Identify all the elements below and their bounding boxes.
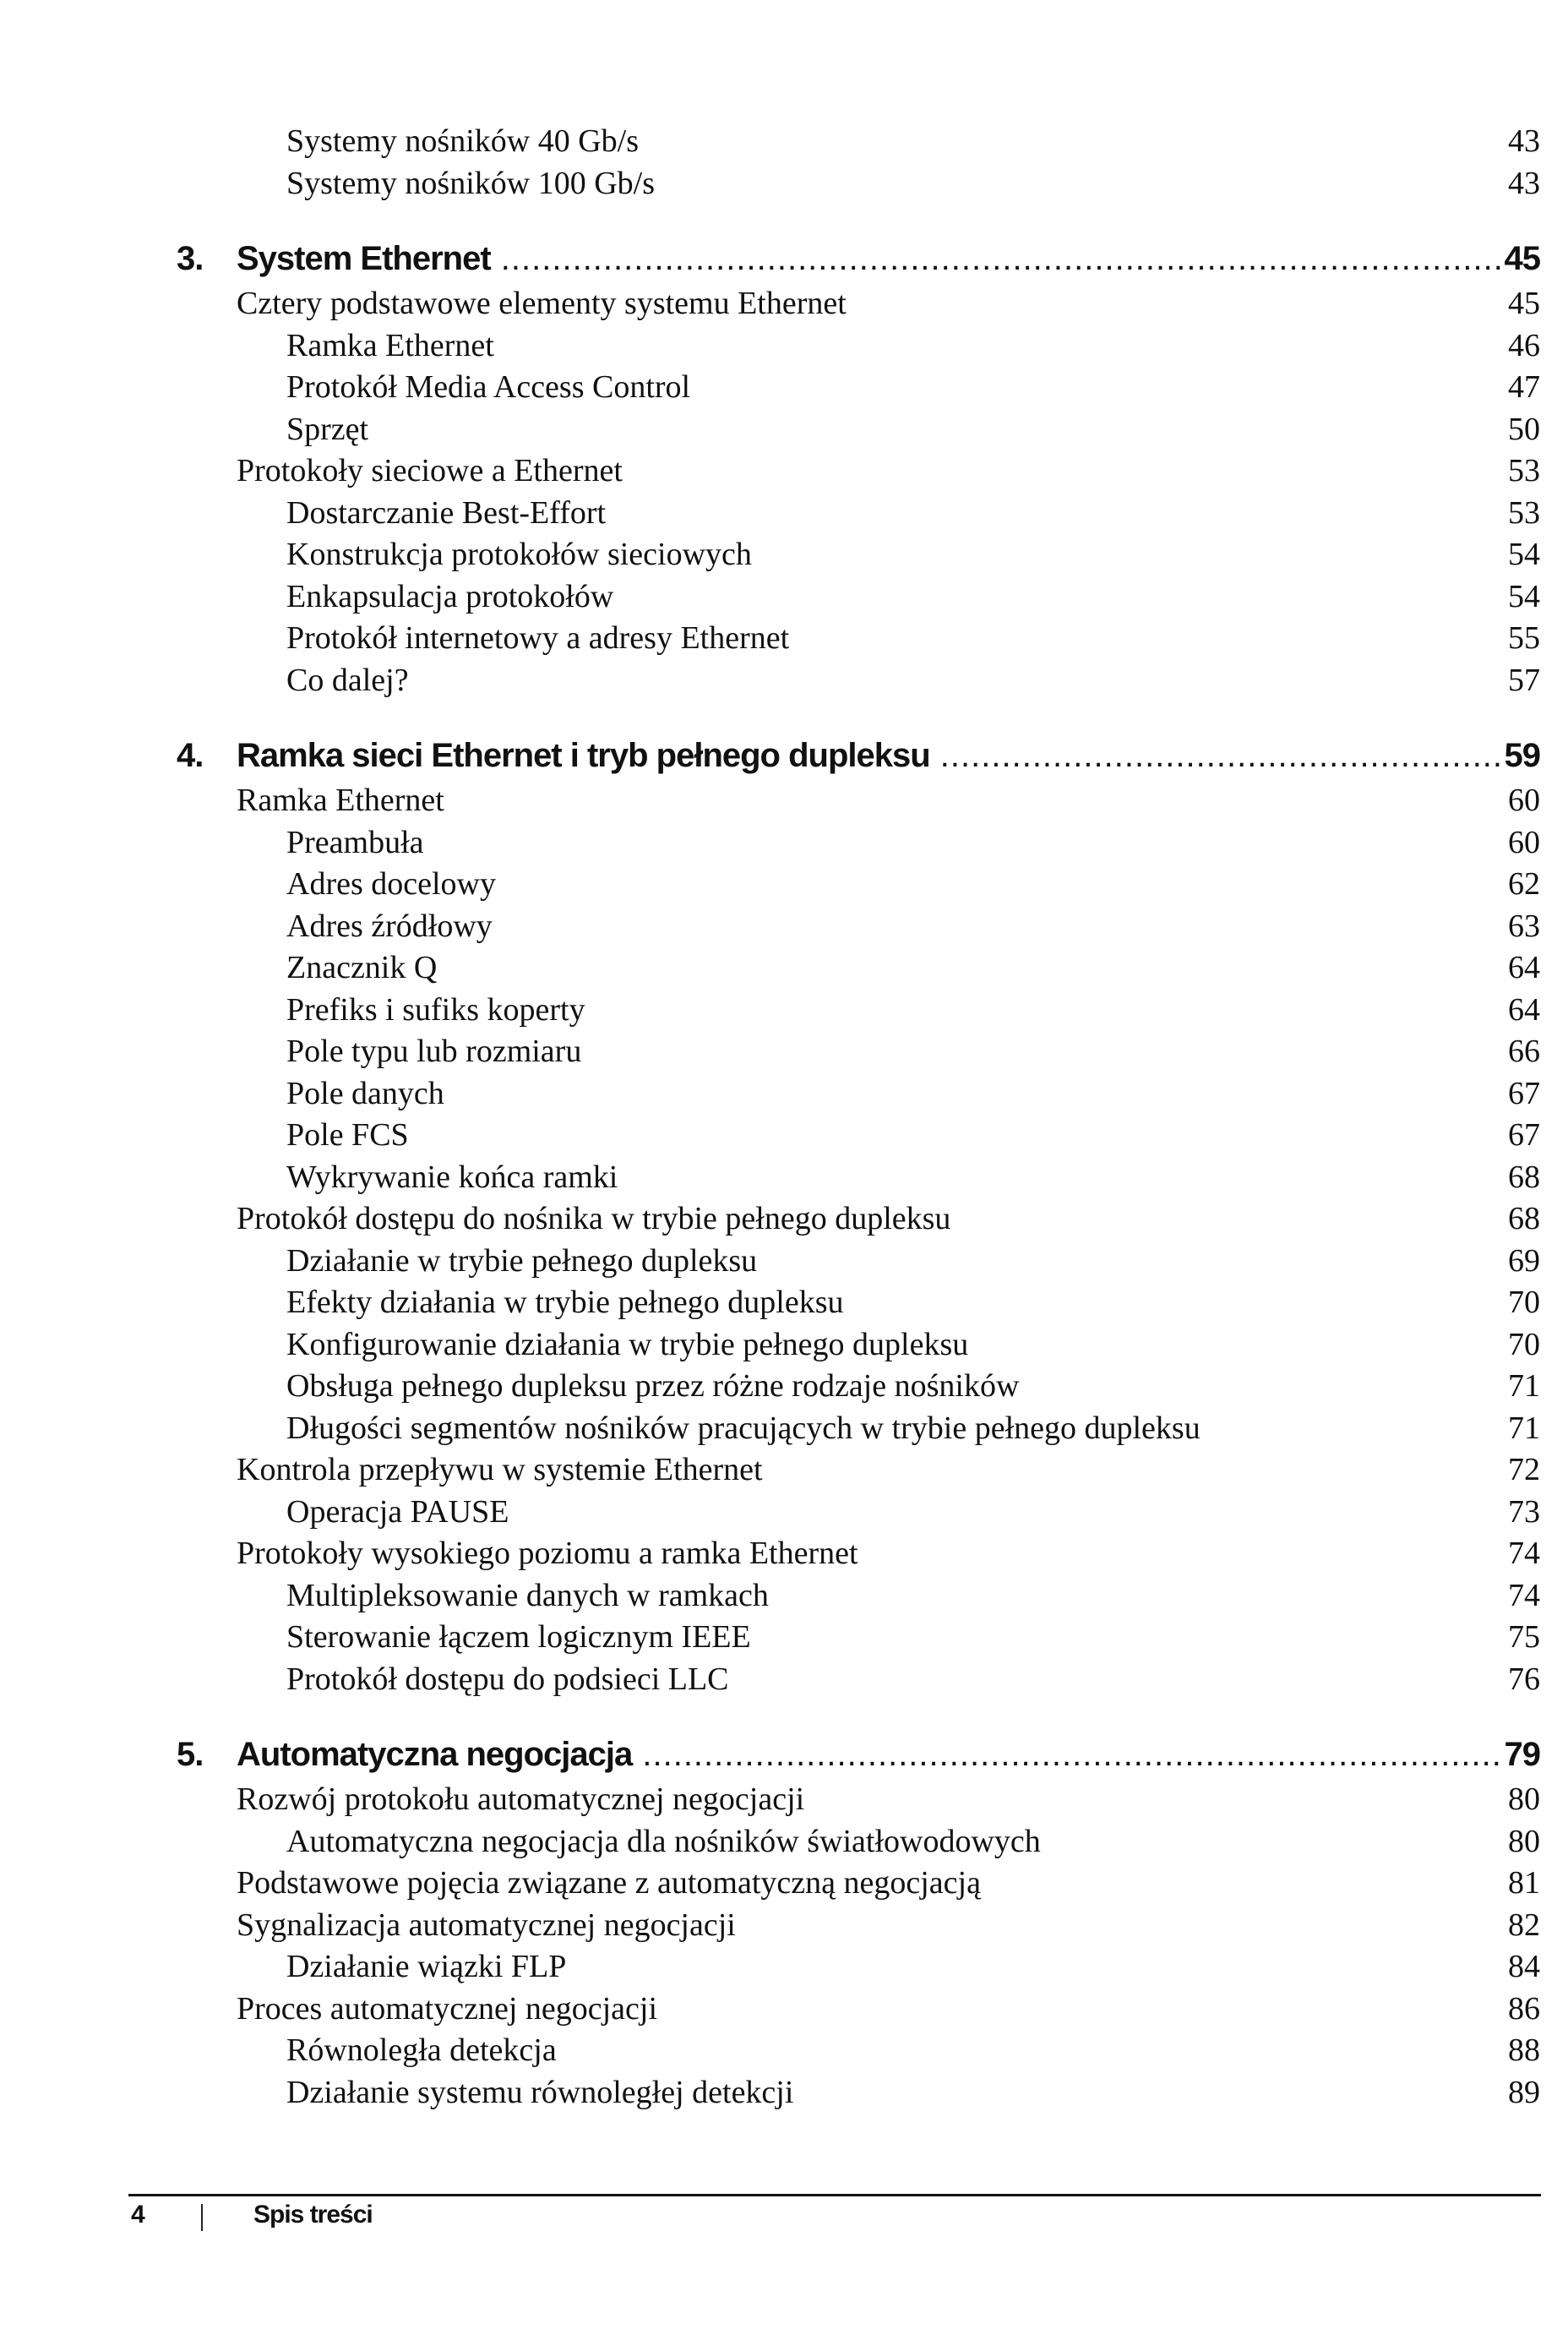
toc-chapter: [0, 732, 1568, 780]
entry-title: Protokół Media Access Control: [286, 369, 691, 405]
entry-title: Preambuła: [286, 824, 424, 860]
entry-title: Znacznik Q: [286, 950, 438, 985]
entry-title: Automatyczna negocjacja dla nośników światłowodowych: [286, 1823, 1041, 1859]
page-number: 53: [1508, 453, 1540, 488]
entry-title: Obsługa pełnego dupleksu przez różne rodzaje nośników: [286, 1368, 1020, 1404]
page-number: 81: [1508, 1865, 1540, 1901]
toc-entry: [0, 576, 1568, 619]
entry-title: Multipleksowanie danych w ramkach: [286, 1577, 769, 1613]
entry-title: Konfigurowanie działania w trybie pełnego dupleksu: [286, 1326, 969, 1362]
page-number: 54: [1508, 537, 1540, 572]
page-number: 70: [1508, 1285, 1540, 1320]
page-number: 70: [1508, 1326, 1540, 1362]
toc-entry: [0, 1324, 1568, 1367]
toc-entry: [0, 493, 1568, 535]
entry-title: Operacja PAUSE: [286, 1493, 509, 1530]
page-number: 71: [1508, 1368, 1540, 1404]
entry-title: Enkapsulacja protokołów: [286, 578, 614, 614]
page-number: 64: [1508, 950, 1540, 985]
toc-entry: [0, 163, 1568, 205]
toc-entry: [0, 864, 1568, 906]
page-number: 43: [1508, 165, 1540, 201]
entry-title: Efekty działania w trybie pełnego dupleksu: [286, 1285, 844, 1320]
page-number: 82: [1508, 1907, 1540, 1943]
page-number: 50: [1508, 411, 1540, 447]
toc-entry: [0, 1282, 1568, 1324]
page-number: 80: [1508, 1823, 1540, 1859]
toc-entry: [0, 1408, 1568, 1450]
entry-title: Systemy nośników 100 Gb/s: [286, 165, 655, 201]
toc-entry: [0, 121, 1568, 163]
page-number: 76: [1508, 1661, 1540, 1697]
entry-title: Prefiks i sufiks koperty: [286, 991, 585, 1028]
toc-entry: [0, 1073, 1568, 1116]
toc-entry: [0, 1241, 1568, 1283]
page-number: 88: [1508, 2032, 1540, 2068]
page-number: 59: [1501, 732, 1541, 780]
page-number: 67: [1508, 1117, 1540, 1153]
toc-entry: [0, 1533, 1568, 1575]
entry-title: Działanie systemu równoległej detekcji: [286, 2074, 794, 2110]
page-number: 75: [1508, 1619, 1540, 1655]
toc-entry: [0, 2030, 1568, 2072]
entry-title: Rozwój protokołu automatycznej negocjacji: [237, 1781, 805, 1817]
entry-title: Pole typu lub rozmiaru: [286, 1034, 582, 1069]
entry-title: Cztery podstawowe elementy systemu Ethernet: [237, 286, 847, 321]
page-number: 79: [1501, 1731, 1541, 1779]
entry-title: Działanie wiązki FLP: [286, 1949, 567, 1984]
page-number: 43: [1508, 123, 1540, 159]
toc-entry: [0, 1989, 1568, 2031]
page-number: 68: [1508, 1201, 1540, 1236]
entry-title: Długości segmentów nośników pracujących w trybie pełnego dupleksu: [286, 1410, 1200, 1446]
entry-title: Protokół internetowy a adresy Ethernet: [286, 620, 790, 656]
entry-title: Kontrola przepływu w systemie Ethernet: [237, 1452, 763, 1487]
entry-title: Dostarczanie Best-Effort: [286, 494, 607, 531]
entry-title: Podstawowe pojęcia związane z automatyczną negocjacją: [237, 1865, 981, 1901]
page-number: 67: [1508, 1075, 1540, 1111]
footer-rule: [128, 2194, 1541, 2196]
entry-title: Sygnalizacja automatycznej negocjacji: [237, 1907, 736, 1943]
toc-entry: [0, 1779, 1568, 1821]
toc-chapter: [0, 235, 1568, 283]
toc-entry: [0, 660, 1568, 702]
page-number: 47: [1508, 369, 1540, 405]
toc-entry: [0, 1115, 1568, 1157]
page-number: 86: [1508, 1990, 1540, 2027]
entry-title: Adres docelowy: [286, 866, 496, 902]
entry-title: Równoległa detekcja: [286, 2032, 557, 2068]
toc-entry: [0, 325, 1568, 368]
page-number: 62: [1508, 866, 1540, 902]
toc-entry: [0, 1449, 1568, 1492]
toc-chapter: [0, 1731, 1568, 1779]
entry-title: Ramka Ethernet: [286, 327, 494, 363]
entry-title: Ramka Ethernet: [237, 783, 444, 818]
toc-entry: [0, 1863, 1568, 1905]
toc-entry: [0, 780, 1568, 822]
page-number: 45: [1501, 235, 1541, 283]
entry-title: Co dalej?: [286, 662, 409, 698]
entry-title: Protokół dostępu do nośnika w trybie pełnego dupleksu: [237, 1201, 951, 1236]
toc-entry: [0, 1659, 1568, 1701]
page-number: 73: [1508, 1493, 1540, 1530]
footer-section-title: Spis treści: [253, 2201, 373, 2229]
page-number: 54: [1508, 578, 1540, 614]
entry-title: Konstrukcja protokołów sieciowych: [286, 537, 752, 572]
table-of-contents: [0, 121, 1568, 2114]
toc-entry: [0, 1031, 1568, 1073]
entry-title: Wykrywanie końca ramki: [286, 1159, 618, 1195]
entry-title: Protokoły wysokiego poziomu a ramka Ethernet: [237, 1536, 858, 1571]
page-number: 63: [1508, 908, 1540, 944]
toc-entry: [0, 1492, 1568, 1534]
entry-title: Sprzęt: [286, 411, 369, 447]
page-number: 55: [1508, 620, 1540, 656]
toc-entry: [0, 1198, 1568, 1241]
toc-entry: [0, 1821, 1568, 1863]
page-number: 60: [1508, 783, 1540, 818]
chapter-number: 4.: [177, 737, 204, 774]
footer-page-number: 4: [131, 2201, 144, 2229]
entry-title: Działanie w trybie pełnego dupleksu: [286, 1242, 758, 1279]
chapter-title: Ramka sieci Ethernet i tryb pełnego dupleksu .....: [237, 732, 1509, 780]
entry-title: Pole FCS: [286, 1117, 409, 1153]
page-number: 60: [1508, 824, 1540, 860]
chapter-number: 5.: [177, 1736, 204, 1773]
entry-title: Protokoły sieciowe a Ethernet: [237, 453, 623, 488]
entry-title: Proces automatycznej negocjacji: [237, 1990, 658, 2027]
toc-entry: [0, 409, 1568, 451]
toc-entry: [0, 1617, 1568, 1659]
page-number: 74: [1508, 1536, 1540, 1571]
page-number: 71: [1508, 1410, 1540, 1446]
page-number: 64: [1508, 991, 1540, 1028]
toc-entry: [0, 1946, 1568, 1989]
footer-separator: [201, 2204, 203, 2231]
entry-title: Pole danych: [286, 1075, 444, 1111]
toc-entry: [0, 990, 1568, 1032]
chapter-title: System Ethernet .....: [237, 235, 1509, 283]
toc-entry: [0, 1905, 1568, 1947]
entry-title: Adres źródłowy: [286, 908, 493, 944]
page-number: 69: [1508, 1242, 1540, 1279]
page-number: 74: [1508, 1577, 1540, 1613]
entry-title: Sterowanie łączem logicznym IEEE: [286, 1619, 751, 1655]
page-number: 53: [1508, 494, 1540, 531]
page-number: 80: [1508, 1781, 1540, 1817]
toc-entry: [0, 906, 1568, 948]
toc-entry: [0, 367, 1568, 409]
toc-entry: [0, 2072, 1568, 2114]
toc-entry: [0, 1575, 1568, 1618]
page-number: 89: [1508, 2074, 1540, 2110]
toc-entry: [0, 947, 1568, 990]
page-number: 45: [1508, 286, 1540, 321]
entry-title: Systemy nośników 40 Gb/s: [286, 123, 639, 159]
toc-entry: [0, 618, 1568, 660]
toc-entry: [0, 1366, 1568, 1408]
chapter-title: Automatyczna negocjacja .....: [237, 1731, 1509, 1779]
page-number: 72: [1508, 1452, 1540, 1487]
toc-entry: [0, 822, 1568, 865]
page-number: 68: [1508, 1159, 1540, 1195]
toc-entry: [0, 450, 1568, 493]
chapter-number: 3.: [177, 240, 204, 277]
page-number: 57: [1508, 662, 1540, 698]
toc-entry: [0, 283, 1568, 325]
page-number: 84: [1508, 1949, 1540, 1984]
toc-entry: [0, 1157, 1568, 1199]
toc-entry: [0, 534, 1568, 576]
page-number: 46: [1508, 327, 1540, 363]
entry-title: Protokół dostępu do podsieci LLC: [286, 1661, 729, 1697]
page-number: 66: [1508, 1034, 1540, 1069]
